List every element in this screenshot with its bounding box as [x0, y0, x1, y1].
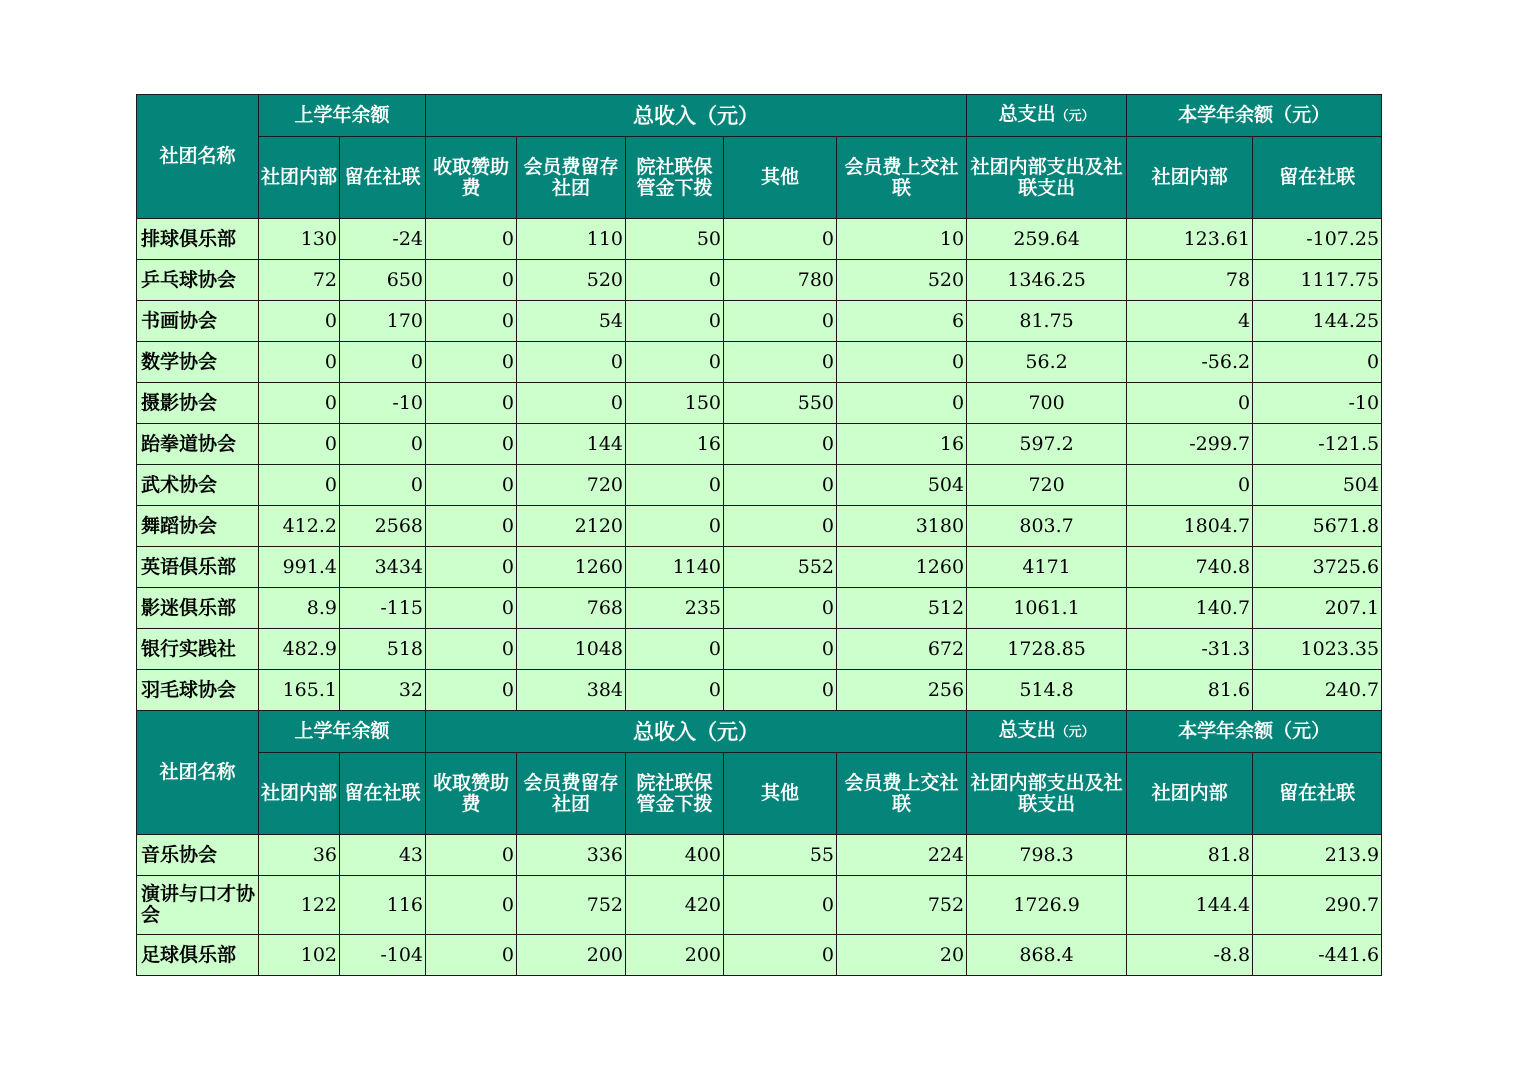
table-row: [137, 629, 1382, 670]
table-row: [137, 383, 1382, 424]
value-cell: 1023.35: [1253, 629, 1382, 670]
value-cell: 207.1: [1253, 588, 1382, 629]
value-cell: 552: [724, 547, 837, 588]
table-row: [137, 260, 1382, 301]
header-expense-detail: 社团内部支出及社联支出: [967, 753, 1127, 835]
value-cell: 3180: [837, 506, 967, 547]
table-row: [137, 465, 1382, 506]
value-cell: 1117.75: [1253, 260, 1382, 301]
value-cell: 752: [517, 876, 626, 935]
value-cell: 0: [426, 670, 517, 711]
value-cell: 0: [724, 301, 837, 342]
value-cell: 0: [340, 424, 426, 465]
table-row: [137, 876, 1382, 935]
table-row: [137, 835, 1382, 876]
header-total-expense-label: 总支出: [998, 719, 1056, 741]
value-cell: 0: [626, 301, 724, 342]
value-cell: 54: [517, 301, 626, 342]
value-cell: 200: [517, 935, 626, 976]
value-cell: 56.2: [967, 342, 1127, 383]
value-cell: 20: [837, 935, 967, 976]
value-cell: 768: [517, 588, 626, 629]
value-cell: 0: [340, 465, 426, 506]
value-cell: 102: [259, 935, 340, 976]
value-cell: 81.75: [967, 301, 1127, 342]
header-total-expense-unit: （元）: [1055, 109, 1095, 124]
value-cell: 36: [259, 835, 340, 876]
value-cell: 0: [626, 260, 724, 301]
value-cell: 803.7: [967, 506, 1127, 547]
value-cell: 123.61: [1127, 219, 1253, 260]
header-total-income: 总收入（元）: [426, 95, 967, 137]
value-cell: 122: [259, 876, 340, 935]
table-row: [137, 935, 1382, 976]
value-cell: 6: [837, 301, 967, 342]
value-cell: 0: [626, 342, 724, 383]
value-cell: 3434: [340, 547, 426, 588]
header-internal: 社团内部: [259, 137, 340, 219]
value-cell: 412.2: [259, 506, 340, 547]
value-cell: 0: [426, 260, 517, 301]
value-cell: 868.4: [967, 935, 1127, 976]
value-cell: 3725.6: [1253, 547, 1382, 588]
club-name-cell: 跆拳道协会: [137, 424, 259, 465]
header-retained: 留在社联: [340, 753, 426, 835]
value-cell: 8.9: [259, 588, 340, 629]
value-cell: -8.8: [1127, 935, 1253, 976]
club-name-cell: 舞蹈协会: [137, 506, 259, 547]
value-cell: -31.3: [1127, 629, 1253, 670]
value-cell: 672: [837, 629, 967, 670]
header-row-sub: [137, 137, 1382, 219]
value-cell: 0: [426, 876, 517, 935]
value-cell: 0: [426, 219, 517, 260]
value-cell: 0: [724, 219, 837, 260]
value-cell: -56.2: [1127, 342, 1253, 383]
value-cell: 290.7: [1253, 876, 1382, 935]
value-cell: -24: [340, 219, 426, 260]
table-row: [137, 301, 1382, 342]
table-row: [137, 219, 1382, 260]
header-curr-retained: 留在社联: [1253, 753, 1382, 835]
header-total-income: 总收入（元）: [426, 711, 967, 753]
value-cell: 720: [517, 465, 626, 506]
club-name-cell: 排球俱乐部: [137, 219, 259, 260]
value-cell: 0: [426, 835, 517, 876]
header-row-top: [137, 95, 1382, 137]
value-cell: 1061.1: [967, 588, 1127, 629]
value-cell: 0: [426, 342, 517, 383]
value-cell: 0: [1127, 383, 1253, 424]
value-cell: -121.5: [1253, 424, 1382, 465]
value-cell: 482.9: [259, 629, 340, 670]
value-cell: 0: [837, 383, 967, 424]
value-cell: 0: [724, 342, 837, 383]
value-cell: 0: [724, 935, 837, 976]
header-member-fee-paid: 会员费上交社联: [837, 137, 967, 219]
value-cell: 5671.8: [1253, 506, 1382, 547]
header-prev-balance: 上学年余额: [259, 711, 426, 753]
value-cell: 0: [837, 342, 967, 383]
club-name-cell: 摄影协会: [137, 383, 259, 424]
header-total-expense-label: 总支出: [998, 103, 1056, 125]
value-cell: 0: [426, 547, 517, 588]
club-name-cell: 影迷俱乐部: [137, 588, 259, 629]
club-name-cell: 足球俱乐部: [137, 935, 259, 976]
value-cell: 518: [340, 629, 426, 670]
header-college-alloc: 院社联保管金下拨: [626, 137, 724, 219]
header-retained: 留在社联: [340, 137, 426, 219]
value-cell: 150: [626, 383, 724, 424]
header-row-sub: [137, 753, 1382, 835]
value-cell: 512: [837, 588, 967, 629]
value-cell: 550: [724, 383, 837, 424]
value-cell: 0: [724, 588, 837, 629]
value-cell: 700: [967, 383, 1127, 424]
club-name-cell: 武术协会: [137, 465, 259, 506]
value-cell: 259.64: [967, 219, 1127, 260]
value-cell: 55: [724, 835, 837, 876]
header-club-name: 社团名称: [137, 711, 259, 835]
value-cell: 2120: [517, 506, 626, 547]
value-cell: 0: [724, 506, 837, 547]
value-cell: 0: [259, 424, 340, 465]
value-cell: 514.8: [967, 670, 1127, 711]
club-name-cell: 音乐协会: [137, 835, 259, 876]
value-cell: 1048: [517, 629, 626, 670]
header-member-fee-paid: 会员费上交社联: [837, 753, 967, 835]
value-cell: 165.1: [259, 670, 340, 711]
value-cell: 240.7: [1253, 670, 1382, 711]
value-cell: 420: [626, 876, 724, 935]
value-cell: 213.9: [1253, 835, 1382, 876]
value-cell: 384: [517, 670, 626, 711]
value-cell: 0: [426, 383, 517, 424]
value-cell: 0: [724, 424, 837, 465]
value-cell: 0: [724, 629, 837, 670]
table-row: [137, 547, 1382, 588]
value-cell: 0: [426, 465, 517, 506]
table-row: [137, 588, 1382, 629]
value-cell: 991.4: [259, 547, 340, 588]
value-cell: 520: [517, 260, 626, 301]
value-cell: 0: [626, 465, 724, 506]
value-cell: 116: [340, 876, 426, 935]
value-cell: -441.6: [1253, 935, 1382, 976]
club-name-cell: 银行实践社: [137, 629, 259, 670]
value-cell: 0: [724, 465, 837, 506]
value-cell: 0: [340, 342, 426, 383]
header-curr-retained: 留在社联: [1253, 137, 1382, 219]
club-name-cell: 书画协会: [137, 301, 259, 342]
value-cell: 0: [426, 301, 517, 342]
header-club-name: 社团名称: [137, 95, 259, 219]
value-cell: -115: [340, 588, 426, 629]
header-curr-internal: 社团内部: [1127, 753, 1253, 835]
value-cell: 170: [340, 301, 426, 342]
value-cell: 1728.85: [967, 629, 1127, 670]
value-cell: -10: [340, 383, 426, 424]
value-cell: 16: [837, 424, 967, 465]
header-expense-detail: 社团内部支出及社联支出: [967, 137, 1127, 219]
value-cell: 1346.25: [967, 260, 1127, 301]
value-cell: 1804.7: [1127, 506, 1253, 547]
value-cell: 200: [626, 935, 724, 976]
value-cell: 81.6: [1127, 670, 1253, 711]
header-row-top: [137, 711, 1382, 753]
header-prev-balance: 上学年余额: [259, 95, 426, 137]
value-cell: -107.25: [1253, 219, 1382, 260]
value-cell: 0: [426, 935, 517, 976]
value-cell: -104: [340, 935, 426, 976]
value-cell: 720: [967, 465, 1127, 506]
value-cell: -299.7: [1127, 424, 1253, 465]
value-cell: 0: [724, 876, 837, 935]
value-cell: 1726.9: [967, 876, 1127, 935]
header-sponsorship: 收取赞助费: [426, 137, 517, 219]
header-curr-balance: 本学年余额（元）: [1127, 95, 1382, 137]
value-cell: 597.2: [967, 424, 1127, 465]
value-cell: 43: [340, 835, 426, 876]
value-cell: 16: [626, 424, 724, 465]
value-cell: 0: [259, 342, 340, 383]
value-cell: 0: [1253, 342, 1382, 383]
table-body: [137, 95, 1382, 976]
club-finance-table: [136, 94, 1382, 976]
header-curr-balance: 本学年余额（元）: [1127, 711, 1382, 753]
value-cell: 504: [837, 465, 967, 506]
header-college-alloc: 院社联保管金下拨: [626, 753, 724, 835]
header-internal: 社团内部: [259, 753, 340, 835]
header-total-expense: [967, 95, 1127, 137]
header-other: 其他: [724, 753, 837, 835]
value-cell: 10: [837, 219, 967, 260]
value-cell: 0: [259, 465, 340, 506]
value-cell: 110: [517, 219, 626, 260]
value-cell: 4: [1127, 301, 1253, 342]
value-cell: 740.8: [1127, 547, 1253, 588]
value-cell: 798.3: [967, 835, 1127, 876]
value-cell: 780: [724, 260, 837, 301]
value-cell: 144.25: [1253, 301, 1382, 342]
value-cell: 520: [837, 260, 967, 301]
header-sponsorship: 收取赞助费: [426, 753, 517, 835]
value-cell: 224: [837, 835, 967, 876]
value-cell: 50: [626, 219, 724, 260]
club-name-cell: 演讲与口才协会: [137, 876, 259, 935]
value-cell: 4171: [967, 547, 1127, 588]
value-cell: 0: [426, 629, 517, 670]
value-cell: 0: [426, 588, 517, 629]
value-cell: 0: [259, 383, 340, 424]
value-cell: 400: [626, 835, 724, 876]
value-cell: 144.4: [1127, 876, 1253, 935]
value-cell: 81.8: [1127, 835, 1253, 876]
value-cell: 0: [517, 342, 626, 383]
value-cell: 256: [837, 670, 967, 711]
value-cell: 752: [837, 876, 967, 935]
value-cell: 0: [626, 670, 724, 711]
value-cell: 0: [259, 301, 340, 342]
value-cell: 336: [517, 835, 626, 876]
value-cell: 2568: [340, 506, 426, 547]
value-cell: 0: [626, 506, 724, 547]
table-row: [137, 670, 1382, 711]
value-cell: 0: [426, 424, 517, 465]
table-row: [137, 424, 1382, 465]
value-cell: 235: [626, 588, 724, 629]
header-member-fee-kept: 会员费留存社团: [517, 137, 626, 219]
value-cell: 0: [517, 383, 626, 424]
value-cell: 0: [724, 670, 837, 711]
value-cell: 78: [1127, 260, 1253, 301]
club-name-cell: 英语俱乐部: [137, 547, 259, 588]
value-cell: 1140: [626, 547, 724, 588]
value-cell: 140.7: [1127, 588, 1253, 629]
value-cell: 72: [259, 260, 340, 301]
value-cell: 0: [426, 506, 517, 547]
value-cell: 130: [259, 219, 340, 260]
table-row: [137, 342, 1382, 383]
club-name-cell: 羽毛球协会: [137, 670, 259, 711]
header-other: 其他: [724, 137, 837, 219]
value-cell: 0: [626, 629, 724, 670]
club-name-cell: 数学协会: [137, 342, 259, 383]
header-total-expense-unit: （元）: [1055, 725, 1095, 740]
header-member-fee-kept: 会员费留存社团: [517, 753, 626, 835]
value-cell: 0: [1127, 465, 1253, 506]
value-cell: 650: [340, 260, 426, 301]
value-cell: 1260: [517, 547, 626, 588]
value-cell: -10: [1253, 383, 1382, 424]
table-row: [137, 506, 1382, 547]
value-cell: 1260: [837, 547, 967, 588]
header-total-expense: [967, 711, 1127, 753]
header-curr-internal: 社团内部: [1127, 137, 1253, 219]
club-name-cell: 乒乓球协会: [137, 260, 259, 301]
value-cell: 32: [340, 670, 426, 711]
value-cell: 504: [1253, 465, 1382, 506]
value-cell: 144: [517, 424, 626, 465]
